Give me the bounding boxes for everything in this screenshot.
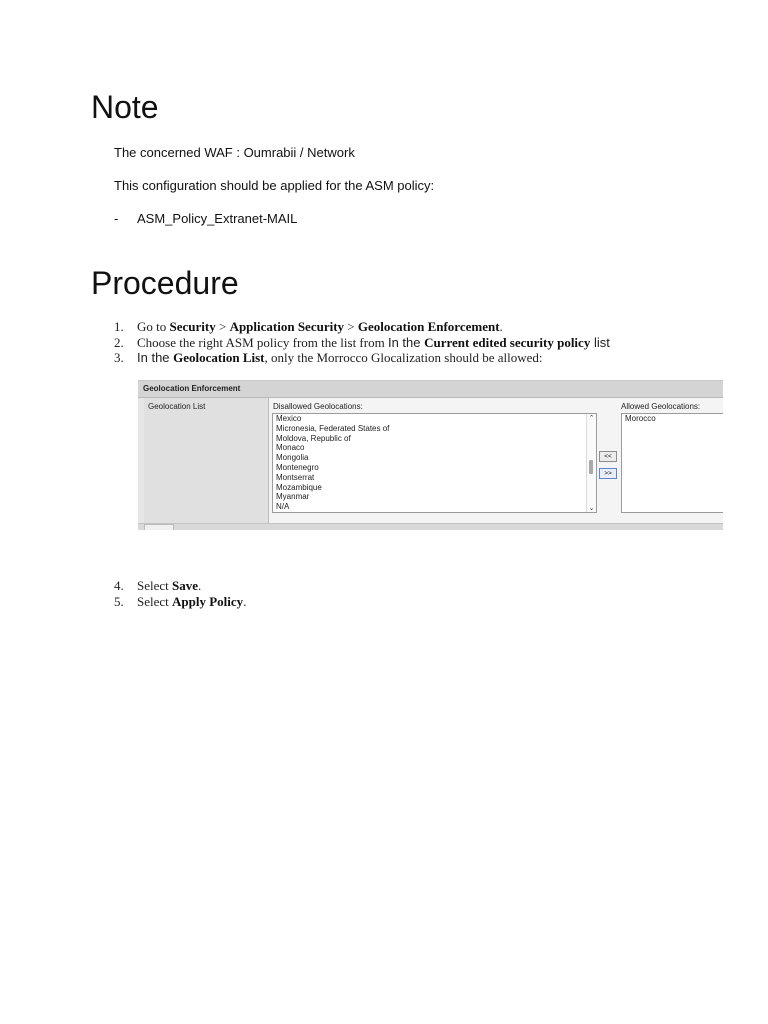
step-number: 4. — [114, 578, 124, 593]
step-text: In the — [387, 334, 425, 350]
list-item[interactable]: Mexico — [276, 414, 302, 423]
panel-footer — [138, 523, 723, 530]
step-3 — [114, 350, 610, 366]
step-number: 5. — [114, 593, 124, 609]
step-text: list — [590, 334, 610, 350]
list-item[interactable]: Montserrat — [276, 472, 315, 482]
allowed-geolocations-list[interactable] — [621, 413, 723, 513]
step-bold: Save — [172, 578, 199, 593]
disallowed-geolocations-list[interactable] — [272, 413, 597, 513]
scroll-down-icon[interactable]: ⌄ — [588, 505, 595, 512]
procedure-steps-1-3 — [114, 319, 610, 366]
list-scrollbar[interactable] — [586, 414, 596, 512]
move-left-button[interactable]: << — [599, 451, 617, 462]
step-text: > — [215, 319, 230, 334]
step-text: . — [198, 578, 202, 593]
list-item[interactable]: Monaco — [276, 443, 305, 453]
geolocation-list-cell — [269, 398, 723, 523]
step-bold: Current edited security policy — [424, 334, 591, 350]
step-number: 2. — [114, 334, 124, 350]
policy-list-item — [114, 211, 297, 227]
bullet-dash: - — [114, 211, 119, 226]
scroll-thumb[interactable] — [589, 460, 593, 474]
policy-intro: This configuration should be applied for the ASM policy: — [114, 178, 435, 193]
geolocation-list-label-cell — [144, 398, 269, 523]
allowed-label: Allowed Geolocations: — [621, 402, 701, 411]
step-bold: Application Security — [229, 319, 345, 334]
list-item[interactable]: Morocco — [625, 414, 656, 423]
step-5 — [114, 594, 246, 610]
panel-title: Geolocation Enforcement — [143, 384, 241, 393]
step-bold: Security — [169, 319, 216, 334]
list-item[interactable]: Montenegro — [276, 463, 319, 472]
step-1 — [114, 319, 610, 335]
step-4 — [114, 578, 246, 594]
list-item[interactable]: Micronesia, Federated States of — [276, 423, 390, 433]
disallowed-label: Disallowed Geolocations: — [273, 402, 363, 411]
step-number: 3. — [114, 350, 124, 365]
waf-line: The concerned WAF : Oumrabii / Network — [114, 145, 355, 160]
step-2 — [114, 335, 610, 351]
panel-header — [138, 381, 723, 398]
geolocation-enforcement-panel — [138, 380, 723, 530]
procedure-steps-4-5 — [114, 578, 246, 609]
scroll-up-icon[interactable]: ⌃ — [588, 415, 595, 422]
procedure-heading: Procedure — [91, 265, 239, 301]
step-bold: Apply Policy — [172, 593, 244, 609]
geolocation-list-label: Geolocation List — [148, 402, 206, 411]
step-text: Select — [137, 593, 173, 609]
list-item[interactable]: Moldova, Republic of — [276, 433, 351, 443]
step-text: , only the Morrocco Glocalization should be allowed: — [264, 350, 543, 365]
step-text: . — [243, 593, 247, 609]
step-text: > — [344, 319, 358, 334]
footer-tab — [144, 524, 174, 530]
list-item[interactable]: Mongolia — [276, 453, 309, 463]
note-heading: Note — [91, 89, 159, 125]
policy-name: ASM_Policy_Extranet-MAIL — [137, 211, 298, 226]
move-right-button[interactable]: >> — [599, 468, 617, 479]
step-text: Go to — [137, 319, 170, 334]
list-item[interactable]: Myanmar — [276, 492, 310, 502]
step-text: . — [499, 319, 503, 334]
step-bold: Geolocation List — [173, 350, 265, 365]
step-text: Choose the right ASM policy from the list from — [137, 334, 388, 350]
step-text: In the — [137, 350, 174, 365]
list-item[interactable]: N/A — [276, 502, 290, 512]
step-number: 1. — [114, 319, 124, 334]
list-item[interactable]: Mozambique — [276, 482, 322, 492]
step-text: Select — [137, 578, 173, 593]
step-bold: Geolocation Enforcement — [357, 319, 500, 334]
